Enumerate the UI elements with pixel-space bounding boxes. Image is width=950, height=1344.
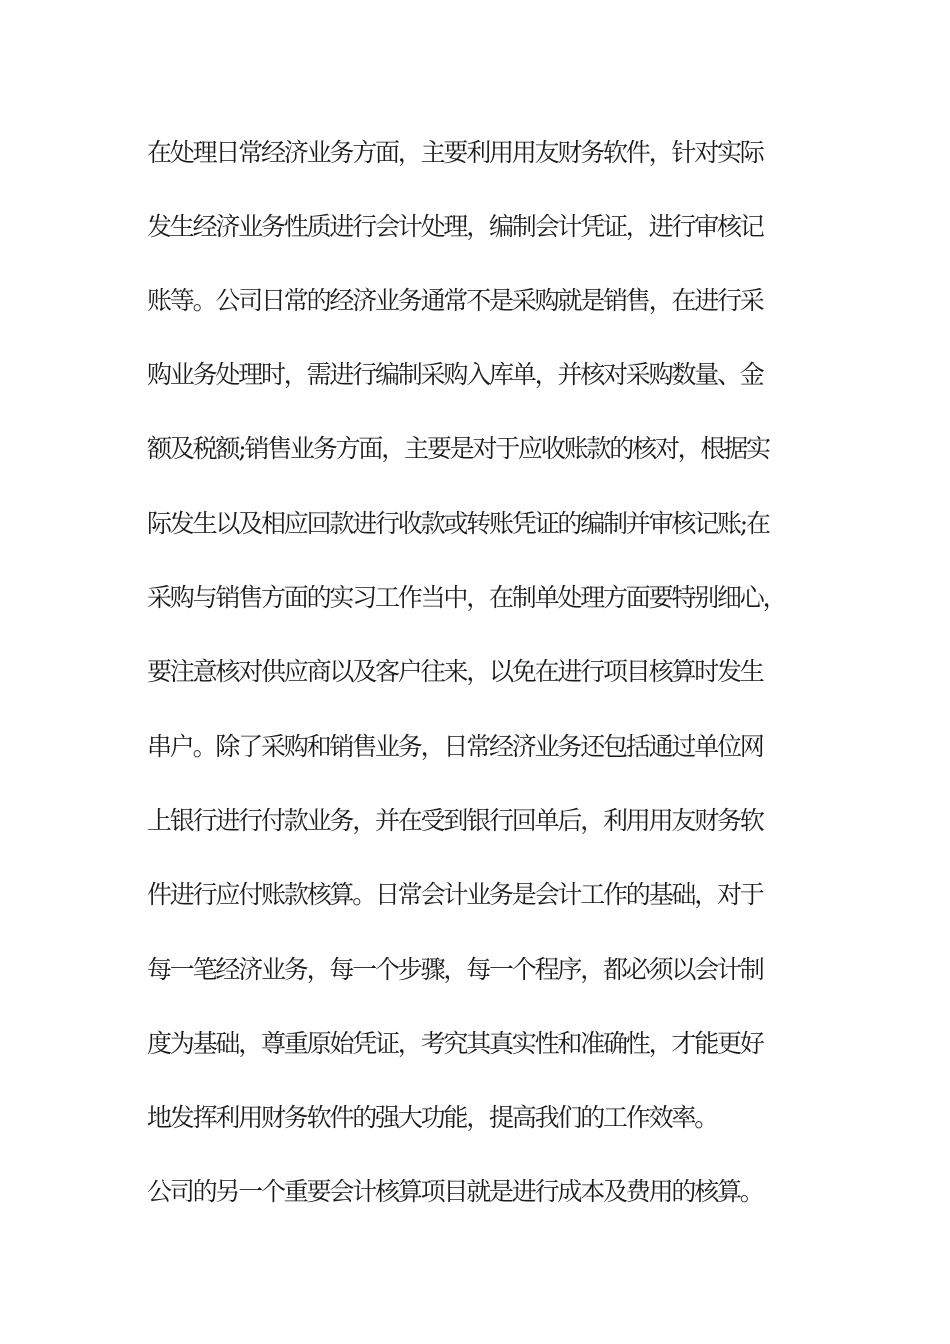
paragraph-line: 串户。除了采购和销售业务，日常经济业务还包括通过单位网 bbox=[147, 732, 763, 761]
paragraph-line: 要注意核对供应商以及客户往来，以免在进行项目核算时发生 bbox=[147, 657, 763, 686]
paragraph-line: 际发生以及相应回款进行收款或转账凭证的编制并审核记账;在 bbox=[147, 509, 769, 538]
paragraph-line: 发生经济业务性质进行会计处理，编制会计凭证，进行审核记 bbox=[147, 212, 763, 241]
paragraph-line: 采购与销售方面的实习工作当中，在制单处理方面要特别细心， bbox=[147, 583, 786, 612]
paragraph-line: 上银行进行付款业务，并在受到银行回单后，利用用友财务软 bbox=[147, 806, 763, 835]
paragraph-line: 地发挥利用财务软件的强大功能，提高我们的工作效率。 bbox=[147, 1103, 718, 1132]
paragraph-line: 账等。公司日常的经济业务通常不是采购就是销售，在进行采 bbox=[147, 286, 763, 315]
paragraph-line: 件进行应付账款核算。日常会计业务是会计工作的基础，对于 bbox=[147, 880, 763, 909]
paragraph-line: 度为基础，尊重原始凭证，考究其真实性和准确性，才能更好 bbox=[147, 1029, 763, 1058]
paragraph-line: 在处理日常经济业务方面，主要利用用友财务软件，针对实际 bbox=[147, 138, 763, 167]
paragraph-line: 公司的另一个重要会计核算项目就是进行成本及费用的核算。 bbox=[147, 1177, 763, 1206]
paragraph-line: 额及税额;销售业务方面，主要是对于应收账款的核对，根据实 bbox=[147, 434, 769, 463]
paragraph-line: 每一笔经济业务，每一个步骤，每一个程序，都必须以会计制 bbox=[147, 955, 763, 984]
paragraph-line: 购业务处理时，需进行编制采购入库单，并核对采购数量、金 bbox=[147, 360, 763, 389]
